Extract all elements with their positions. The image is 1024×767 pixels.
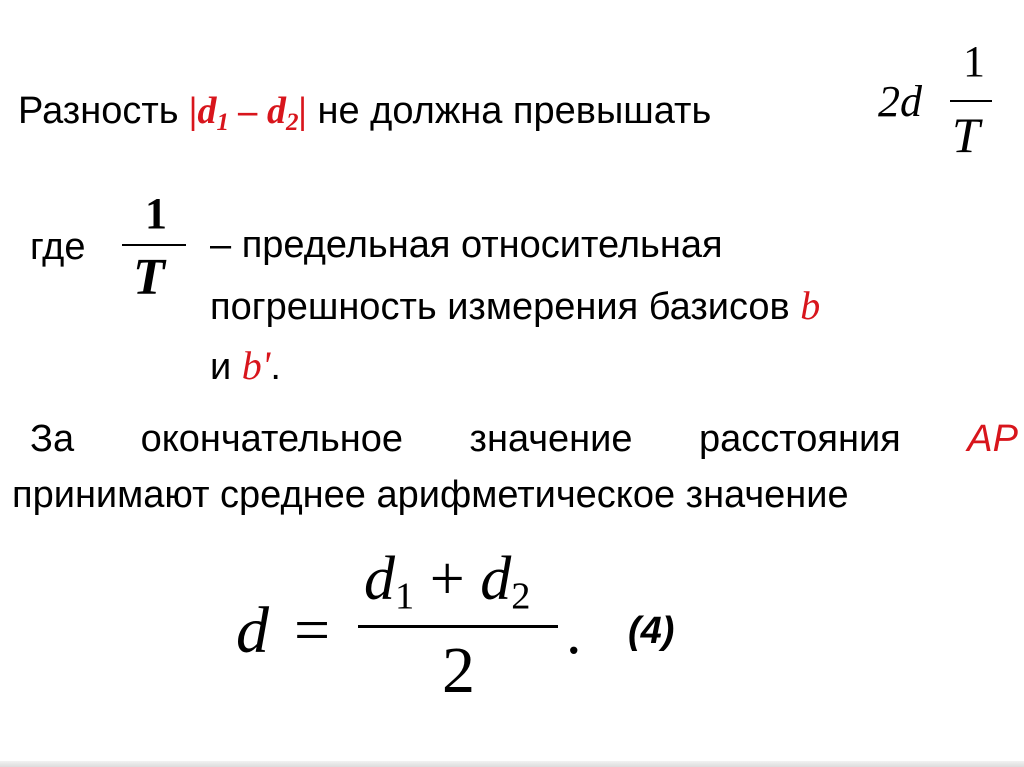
formula-4-lhs: d [236,594,269,667]
formula-4-denominator: 2 [442,634,475,707]
difference-lead: Разность [18,90,190,132]
definition-line-3-post: . [270,346,281,388]
var-b: b [800,283,821,328]
formula-4-sub1: 1 [395,575,415,618]
paragraph-line-1 [30,420,1018,458]
relative-error-denominator: T [133,249,165,306]
formula-4-d1: d [364,545,395,613]
segment-ap: AP [967,418,1018,460]
var-d1: d [197,90,217,132]
word-value: значение [469,418,633,460]
formula-4-sub2: 2 [511,575,531,618]
difference-sentence [18,90,712,137]
difference-expression [189,90,307,137]
definition-line-1: – предельная относительная [210,224,723,266]
sub-2: 2 [286,109,299,137]
definition-line-3 [210,343,281,388]
var-b-prime: b' [241,343,271,388]
tolerance-fraction-bar [950,100,992,102]
definition-line-2-text: погрешность измерения базисов [210,286,801,328]
where-label: где [30,226,86,268]
formula-4-plus: + [429,545,465,613]
tolerance-numerator: 1 [963,37,985,86]
tolerance-formula [878,37,998,170]
word-za: За [30,418,75,460]
sub-1: 1 [216,109,230,137]
word-distance: расстояния [699,418,901,460]
formula-4-equals: = [294,594,331,665]
abs-close: | [298,90,307,132]
abs-open: | [189,90,198,132]
coef-2d: 2d [878,77,922,126]
paragraph-line-2: принимают среднее арифметическое значение [12,474,849,516]
definition-line-3-pre: и [210,346,242,388]
word-final: окончательное [140,418,404,460]
slide-bottom-edge [0,761,1024,767]
relative-error-numerator: 1 [145,189,167,238]
formula-4-period: . [566,599,582,667]
formula-4-d2: d [480,545,512,613]
minus-sign: – [229,90,268,132]
var-d2: d [267,90,287,132]
relative-error-bar [122,244,186,246]
formula-4-label: (4) [628,610,675,652]
tolerance-denominator: T [952,107,980,163]
formula-4-fraction-bar [358,625,558,628]
definition-line-2 [210,283,821,328]
difference-tail: не должна превышать [306,90,712,132]
formula-4-numerator [364,545,531,618]
relative-error-fraction [122,189,202,312]
